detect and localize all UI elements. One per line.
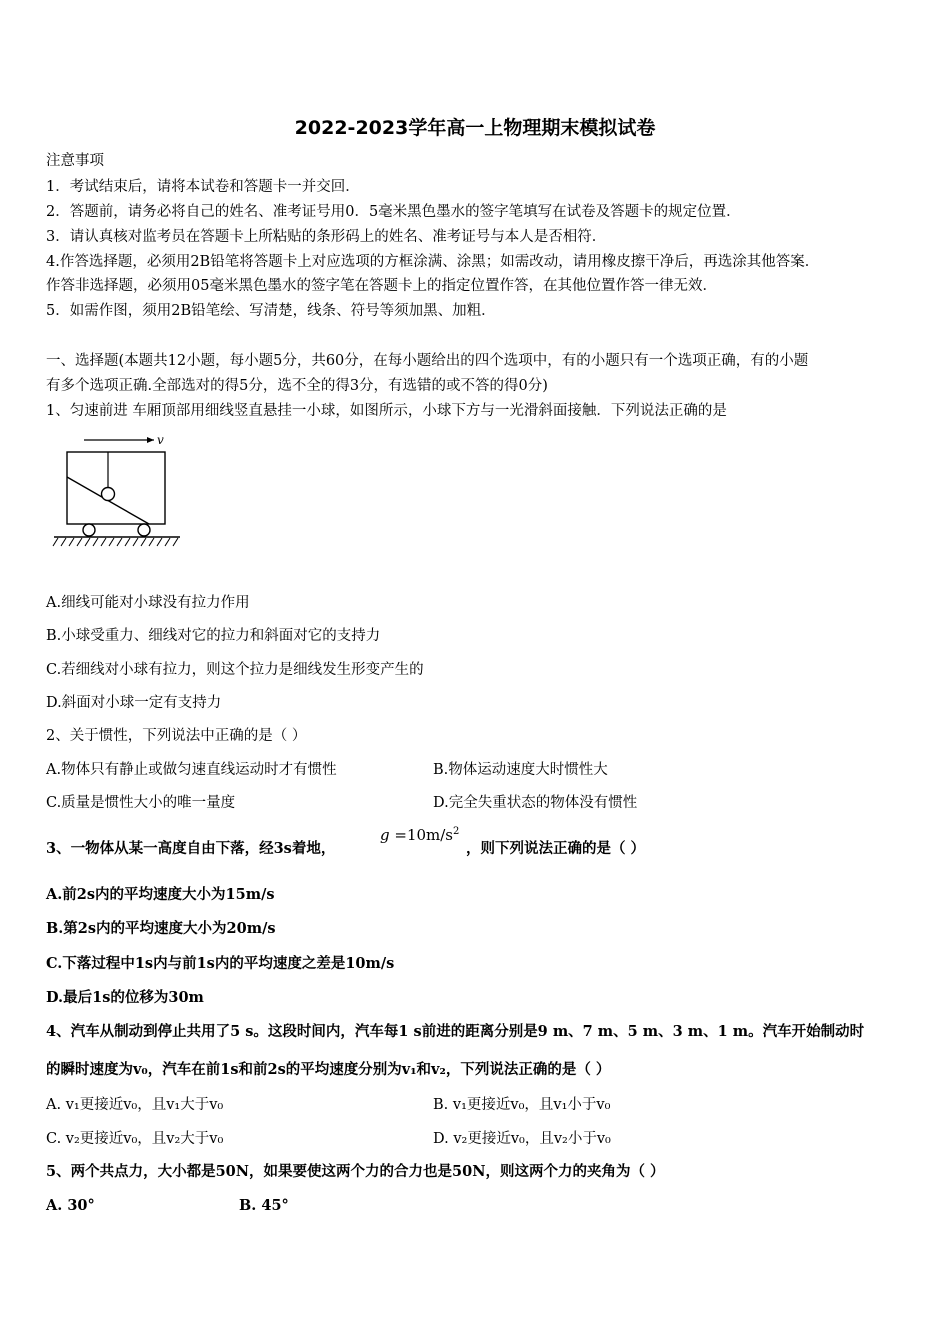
formula-exponent: 2 [453, 826, 460, 837]
section-heading-line1: 一、选择题(本题共12小题，每小题5分，共60分，在每小题给出的四个选项中，有的小题只有一个选项正确，有的小题 [46, 353, 809, 369]
q4-stem-line1: 4、汽车从制动到停止共用了5 s。这段时间内，汽车每1 s前进的距离分别是9 m、7 m、5 m、3 m、1 m。汽车开始制动时 [46, 1023, 865, 1040]
notice-item: 5．如需作图，须用2B铅笔绘、写清楚，线条、符号等须加黑、加粗． [46, 303, 496, 319]
notice-item: 作答非选择题，必须用05毫米黑色墨水的签字笔在答题卡上的指定位置作答，在其他位置作答一律无效． [46, 278, 717, 294]
q4-stem-line2: 的瞬时速度为v₀，汽车在前1s和前2s的平均速度分别为v₁和v₂，下列说法正确的是（ ） [46, 1061, 611, 1078]
formula-value: =10m/s [389, 826, 454, 844]
q4-option-d: D. v₂更接近v₀，且v₂小于v₀ [433, 1131, 611, 1147]
q2-option-a: A.物体只有静止或做匀速直线运动时才有惯性 [46, 762, 337, 778]
q1-stem: 1、匀速前进 车厢顶部用细线竖直悬挂一小球，如图所示，小球下方与一光滑斜面接触．下列说法正确的是 [46, 403, 727, 419]
section-heading-line2: 有多个选项正确.全部选对的得5分，选不全的得3分，有选错的或不答的得0分) [46, 378, 548, 394]
q1-option-c: C.若细线对小球有拉力，则这个拉力是细线发生形变产生的 [46, 662, 424, 678]
page-title: 2022-2023学年高一上物理期末模拟试卷 [294, 117, 656, 139]
notice-heading: 注意事项 [46, 153, 104, 169]
q1-option-a: A.细线可能对小球没有拉力作用 [46, 595, 250, 611]
q3-option-a: A.前2s内的平均速度大小为15m/s [46, 886, 275, 903]
q2-option-d: D.完全失重状态的物体没有惯性 [433, 795, 638, 811]
q2-option-c: C.质量是惯性大小的唯一量度 [46, 795, 236, 811]
q4-option-a: A. v₁更接近v₀，且v₁大于v₀ [46, 1097, 224, 1113]
q3-option-c: C.下落过程中1s内与前1s内的平均速度之差是10m/s [46, 955, 395, 972]
q1-option-d: D.斜面对小球一定有支持力 [46, 695, 222, 711]
notice-item: 3．请认真核对监考员在答题卡上所粘贴的条形码上的姓名、准考证号与本人是否相符． [46, 229, 607, 245]
q3-option-d: D.最后1s的位移为30m [46, 989, 204, 1006]
notice-item: 4.作答选择题，必须用2B铅笔将答题卡上对应选项的方框涂满、涂黑；如需改动，请用橡皮擦干净后，再选涂其他答案． [46, 254, 820, 270]
train-car-figure [50, 430, 190, 555]
q2-option-b: B.物体运动速度大时惯性大 [433, 762, 608, 778]
q4-option-c: C. v₂更接近v₀，且v₂大于v₀ [46, 1131, 224, 1147]
q5-option-b: B. 45° [239, 1197, 289, 1214]
notice-item: 1．考试结束后，请将本试卷和答题卡一并交回． [46, 179, 360, 195]
q3-option-b: B.第2s内的平均速度大小为20m/s [46, 920, 276, 937]
q5-option-a: A. 30° [46, 1197, 95, 1214]
velocity-label: v [157, 433, 164, 447]
gravity-formula [380, 826, 459, 844]
q1-option-b: B.小球受重力、细线对它的拉力和斜面对它的支持力 [46, 628, 381, 644]
q3-stem-start: 3、一物体从某一高度自由下落，经3s着地， [46, 840, 336, 857]
q4-option-b: B. v₁更接近v₀，且v₁小于v₀ [433, 1097, 611, 1113]
notice-item: 2．答题前，请务必将自己的姓名、准考证号用0．5毫米黑色墨水的签字笔填写在试卷及答题卡的规定位置． [46, 204, 741, 220]
q5-stem: 5、两个共点力，大小都是50N，如果要使这两个力的合力也是50N，则这两个力的夹角为（ ） [46, 1163, 665, 1180]
formula-g: g [380, 826, 390, 844]
q3-stem-end: ，则下列说法正确的是（ ） [466, 840, 646, 857]
q2-stem: 2、关于惯性，下列说法中正确的是（ ） [46, 728, 307, 744]
